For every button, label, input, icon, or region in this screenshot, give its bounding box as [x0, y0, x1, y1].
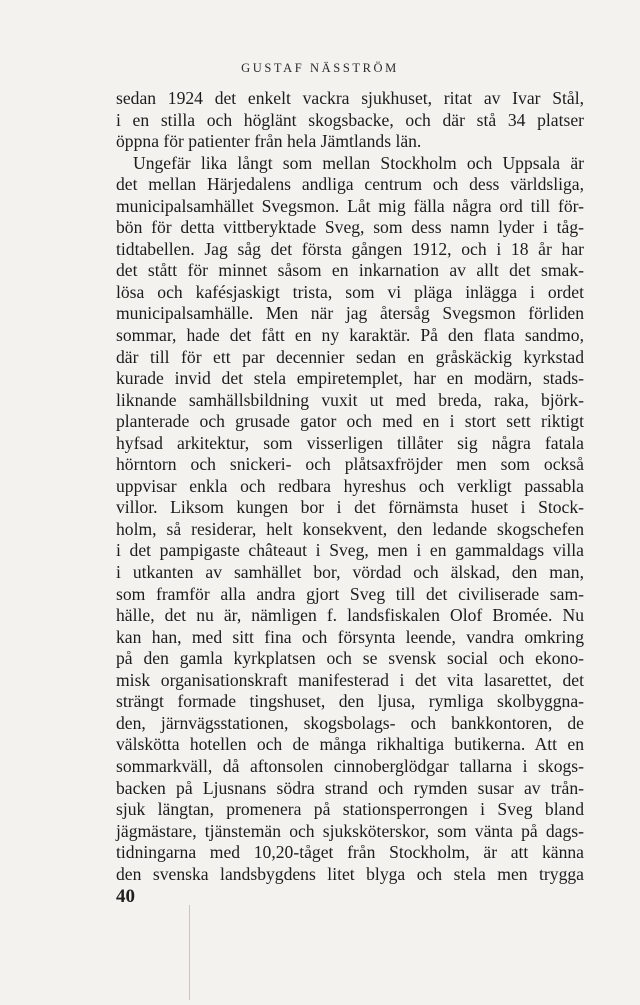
text-line: misk organisationskraft manifesterad i det vita lasarettet, det — [116, 669, 584, 690]
text-line: tidningarna med 10,20-tåget från Stockholm, är att känna — [116, 842, 584, 863]
text-line: Ungefär lika långt som mellan Stockholm och Uppsala är — [133, 152, 584, 173]
text-line: strängt formade tingshuset, den ljusa, rymliga skolbyggna- — [116, 691, 584, 712]
text-line: öppna för patienter från hela Jämtlands län. — [116, 131, 422, 152]
text-line: välskötta hotellen och de många rikhaltiga butikerna. Att en — [116, 734, 584, 755]
text-line: uppvisar enkla och redbara hyreshus och verkligt passabla — [116, 475, 584, 496]
text-line: där till för ett par decennier sedan en gråskäckig kyrkstad — [116, 346, 584, 367]
scan-gutter-line — [189, 905, 190, 1000]
text-line: i en stilla och höglänt skogsbacke, och där stå 34 platser — [116, 109, 584, 130]
text-line: det mellan Härjedalens andliga centrum och dess världsliga, — [116, 174, 584, 195]
text-line: sjuk längtan, promenera på stationsperrongen i Sveg bland — [116, 799, 584, 820]
text-line: som framför alla andra gjort Sveg till det civiliserade sam- — [116, 583, 584, 604]
page-number: 40 — [116, 886, 135, 907]
text-line: på den gamla kyrkplatsen och se svensk social och ekono- — [116, 648, 584, 669]
text-line: det stått för minnet såsom en inkarnation av allt det smak- — [116, 260, 584, 281]
text-line: i utkanten av samhället bor, vördad och älskad, den man, — [116, 562, 584, 583]
running-head: GUSTAF NÄSSTRÖM — [241, 61, 399, 75]
text-line: hälle, det nu är, nämligen f. landsfiskalen Olof Bromée. Nu — [116, 605, 584, 626]
text-line: jägmästare, tjänstemän och sjuksköterskor, som vänta på dags- — [116, 820, 584, 841]
text-line: sommarkväll, då aftonsolen cinnoberglödgar tallarna i skogs- — [116, 755, 584, 776]
text-line: i det pampigaste châteaut i Sveg, men i en gammaldags villa — [116, 540, 584, 561]
text-line: hörntorn och snickeri- och plåtsaxfröjder men som också — [116, 454, 584, 475]
text-line: backen på Ljusnans södra strand och rymden susar av trån- — [116, 777, 584, 798]
text-line: municipalsamhälle. Men när jag återsåg Svegsmon förliden — [116, 303, 584, 324]
text-line: sommar, hade det fått en ny karaktär. På den flata sandmo, — [116, 325, 584, 346]
text-line: liknande samhällsbildning vuxit ut med breda, raka, björk- — [116, 389, 584, 410]
text-line: den, järnvägsstationen, skogsbolags- och bankkontoren, de — [116, 712, 584, 733]
text-line: den svenska landsbygdens litet blyga och stela men trygga — [116, 863, 584, 884]
text-line: sedan 1924 det enkelt vackra sjukhuset, ritat av Ivar Stål, — [116, 88, 584, 108]
text-line: kurade invid det stela empiretemplet, har en modärn, stads- — [116, 368, 584, 389]
text-line: bön för detta vittberyktade Sveg, som dess namn lyder i tåg- — [116, 217, 584, 238]
text-line: planterade och grusade gator och med en i stort sett riktigt — [116, 411, 584, 432]
body-text — [116, 88, 584, 885]
text-line: kan han, med sitt fina och försynta leende, vandra omkring — [116, 626, 584, 647]
text-line: lösa och kafésjaskigt trista, som vi pläga inlägga i ordet — [116, 281, 584, 302]
text-line: tidtabellen. Jag såg det första gången 1912, och i 18 år har — [116, 238, 584, 259]
text-line: hyfsad arkitektur, som visserligen tillåter sig några fatala — [116, 432, 584, 453]
text-line: villor. Liksom kungen bor i det förnämsta huset i Stock- — [116, 497, 584, 518]
text-line: holm, så residerar, helt konsekvent, den ledande skogschefen — [116, 518, 584, 539]
text-line: municipalsamhället Svegsmon. Låt mig fälla några ord till för- — [116, 195, 584, 216]
